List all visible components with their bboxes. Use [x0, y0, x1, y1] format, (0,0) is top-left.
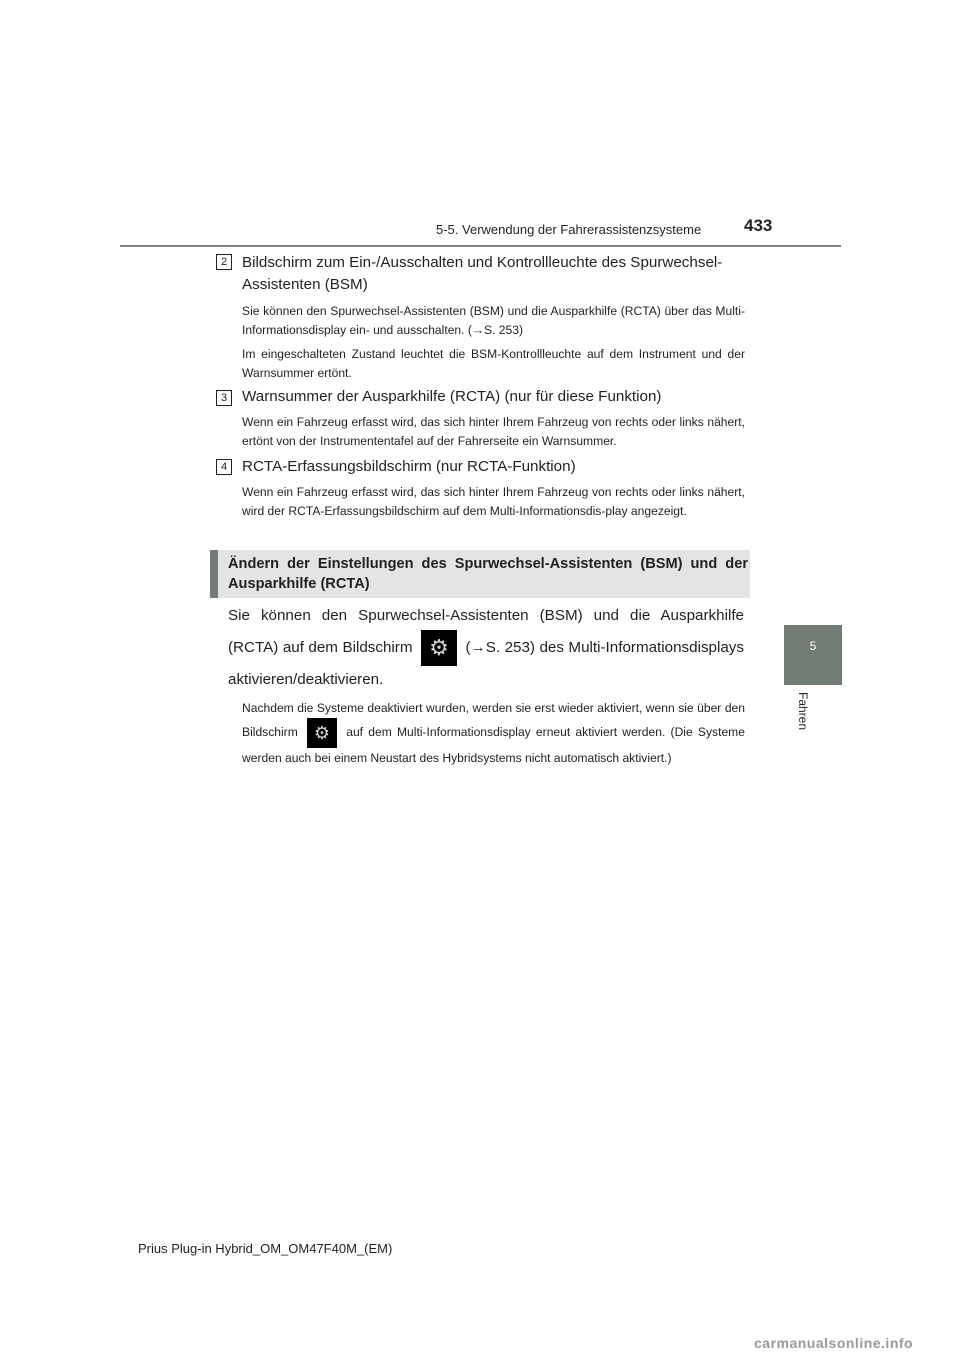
section-note [242, 698, 745, 768]
item-number-badge: 2 [216, 254, 232, 270]
item-number-badge: 3 [216, 390, 232, 406]
gear-settings-icon: ⚙ [421, 630, 457, 666]
item-number-badge: 4 [216, 459, 232, 475]
item-body: Wenn ein Fahrzeug erfasst wird, das sich hinter Ihrem Fahrzeug von rechts oder links nähert, ertönt von der Instrumententafel auf der Fahrerseite ein Warnsummer. [242, 415, 745, 448]
section-heading-box [210, 550, 750, 598]
intro-text: Sie können den Spurwechsel-Assistenten (BSM) und die Ausparkhilfe (RCTA) auf dem Bildschirm [228, 607, 744, 657]
item-body: Wenn ein Fahrzeug erfasst wird, das sich hinter Ihrem Fahrzeug von rechts oder links nähert, wird der RCTA-Erfassungsbildschirm auf dem Multi-Informationsdis-play angezeigt. [242, 485, 745, 518]
page-number: 433 [744, 216, 773, 235]
intro-text: (→S. 253) des Multi-Informationsdisplays aktivieren/deaktivieren. [228, 639, 744, 688]
item-title: Warnsummer der Ausparkhilfe (RCTA) (nur für diese Funktion) [242, 388, 662, 405]
section-intro [228, 602, 744, 694]
note-text: Nachdem die Systeme deaktiviert wurden, werden sie erst wieder aktiviert, wenn sie über den Bildschirm [242, 701, 745, 740]
item-body: Sie können den Spurwechsel-Assistenten (BSM) und die Ausparkhilfe (RCTA) über das Multi-Informationsdisplay ein- und ausschalten. (→S. 253) [242, 304, 745, 337]
item-body: Im eingeschalteten Zustand leuchtet die BSM-Kontrollleuchte auf dem Instrument und der Warnsummer ertönt. [242, 347, 745, 380]
gear-settings-icon: ⚙ [307, 718, 337, 748]
footer-manual-id: Prius Plug-in Hybrid_OM_OM47F40M_(EM) [138, 1241, 393, 1256]
header-rule [120, 245, 841, 247]
footer-watermark: carmanualsonline.info [754, 1335, 914, 1351]
running-header-section: 5-5. Verwendung der Fahrerassistenzsysteme [436, 222, 702, 237]
chapter-tab-label: Fahren [796, 692, 810, 731]
item-title: RCTA-Erfassungsbildschirm (nur RCTA-Funktion) [242, 458, 576, 475]
item-title: Bildschirm zum Ein-/Ausschalten und Kontrollleuchte des Spurwechsel-Assistenten (BSM) [242, 254, 723, 293]
section-heading: Ändern der Einstellungen des Spurwechsel-Assistenten (BSM) und der Ausparkhilfe (RCTA) [228, 556, 748, 592]
chapter-tab [784, 625, 842, 685]
chapter-tab-number: 5 [809, 639, 817, 653]
note-text: auf dem Multi-Informationsdisplay erneut aktiviert werden. (Die Systeme werden auch bei einem Neustart des Hybridsystems nicht automatisch aktiviert.) [242, 725, 745, 765]
